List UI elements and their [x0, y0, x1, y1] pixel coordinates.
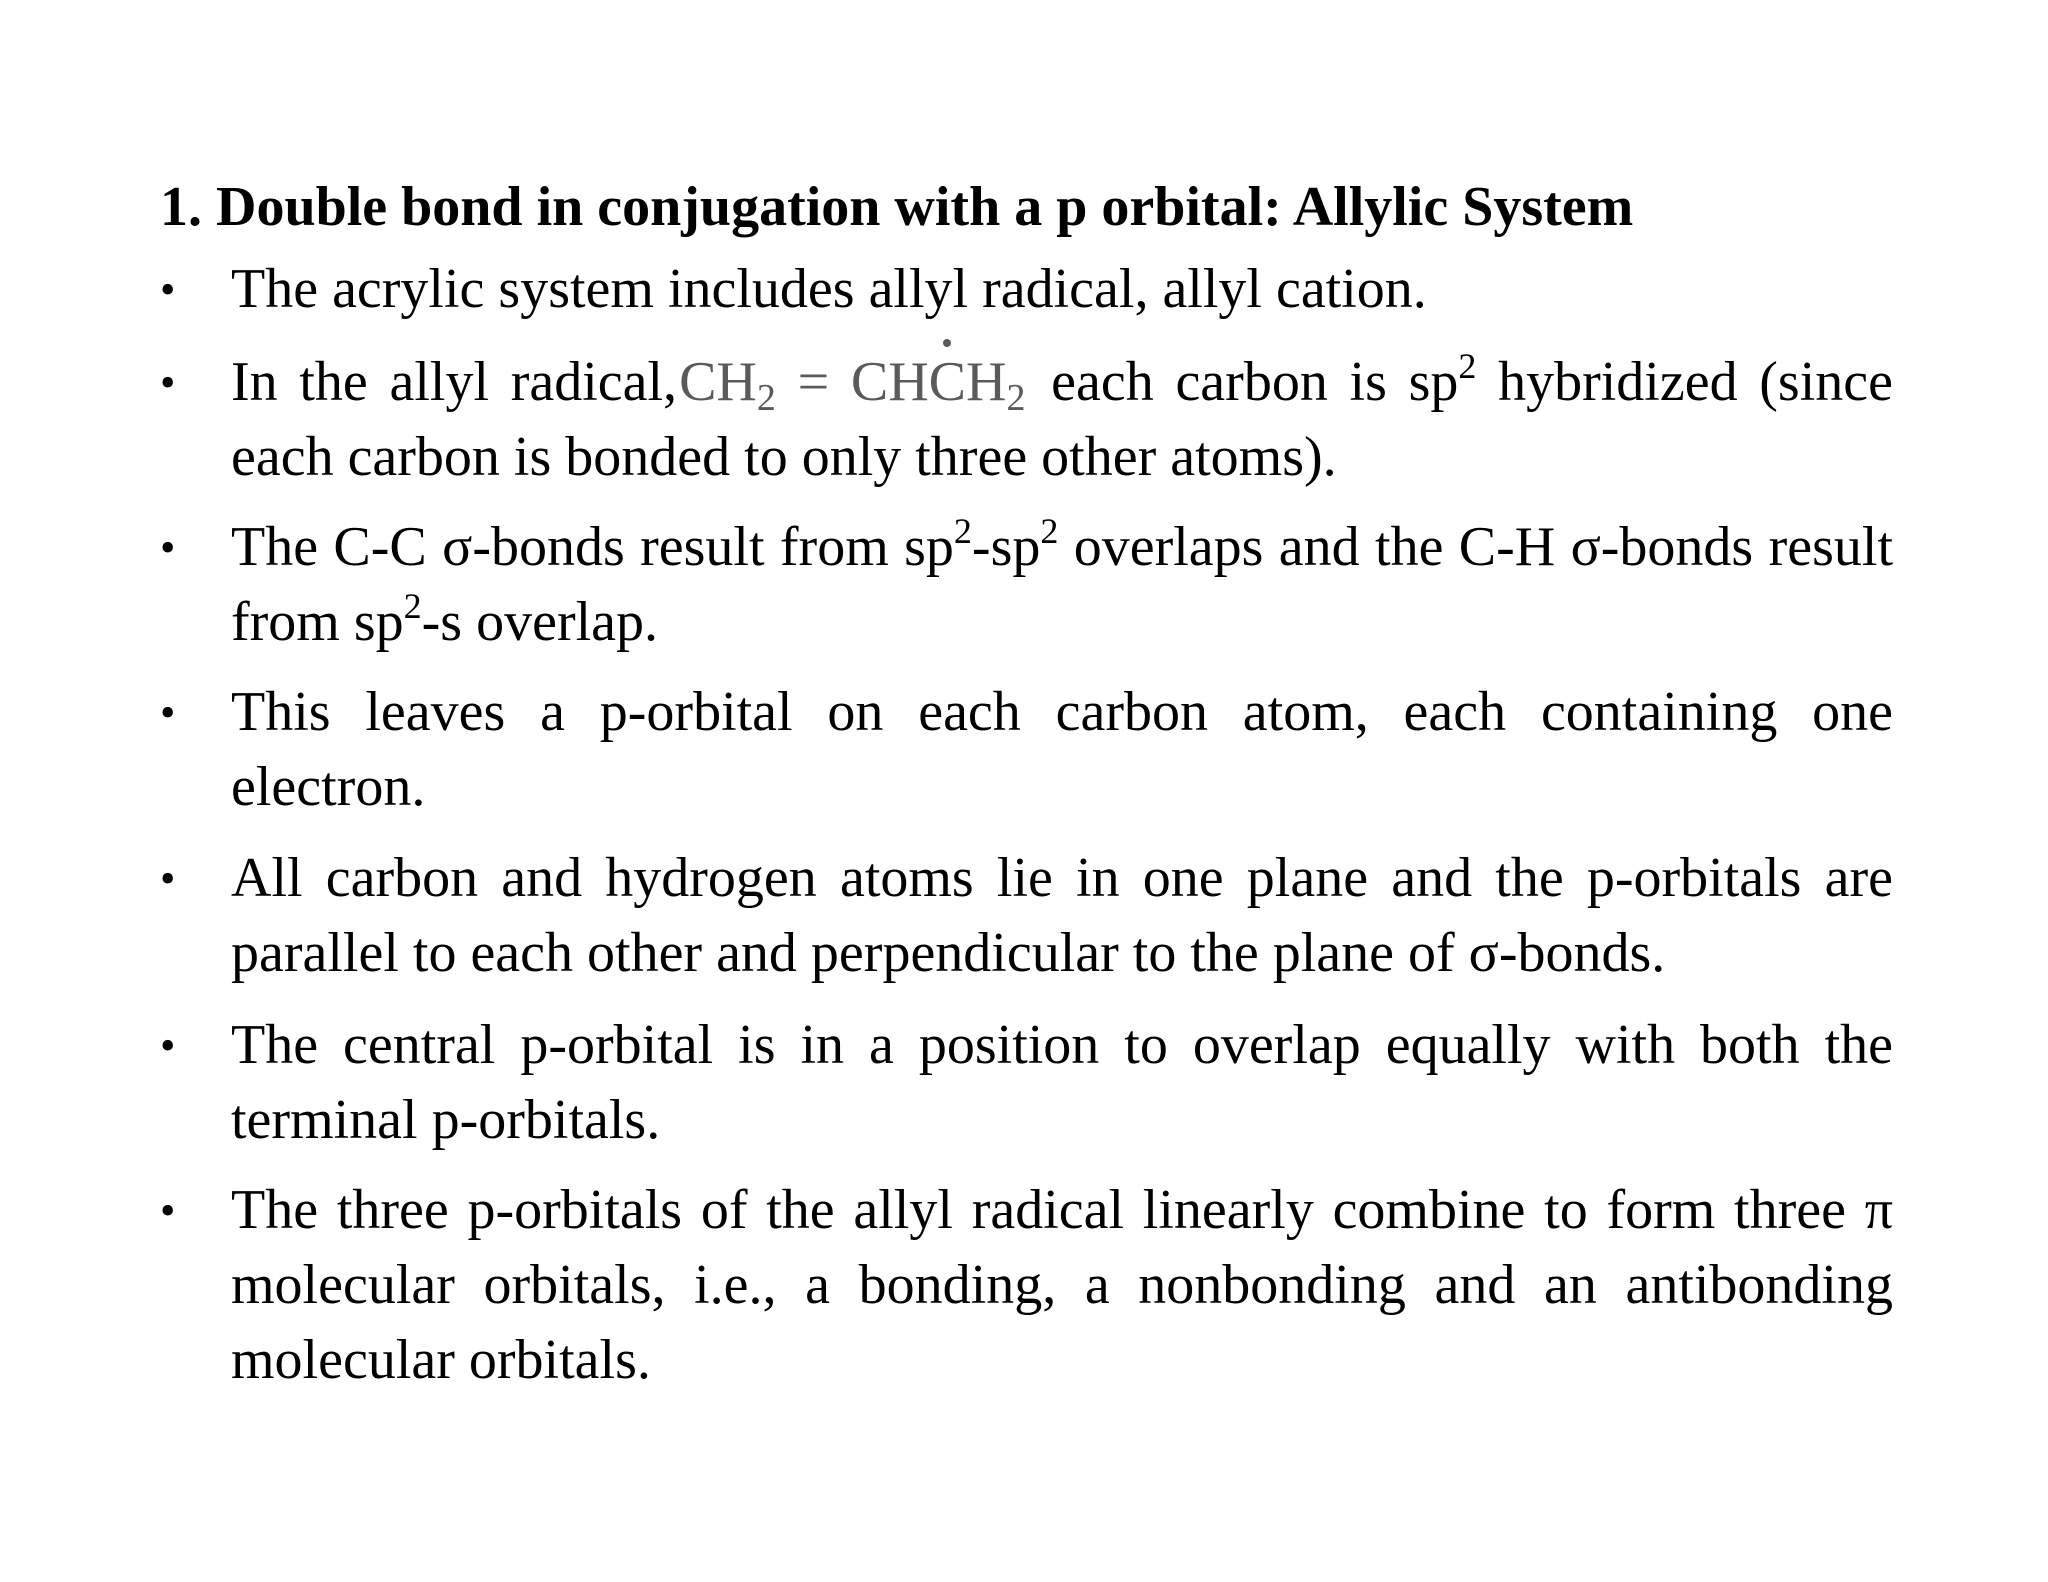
bullet-text-part: The C-C σ-bonds result from sp	[231, 516, 954, 578]
formula-part: CH	[679, 351, 757, 413]
formula-part: C	[928, 351, 967, 413]
bullet-list	[0, 252, 2048, 1398]
bullet-item	[0, 252, 1893, 327]
superscript: 2	[1040, 511, 1059, 551]
bullet-text: The three p-orbitals of the allyl radical linearly combine to form three π molecular orbitals, i.e., a bonding, a nonbonding and an antibonding molecular orbitals.	[231, 1179, 1893, 1391]
bullet-dot: •	[160, 1021, 176, 1070]
bullet-text	[231, 345, 1893, 495]
radical-dot-icon	[943, 339, 951, 347]
bullet-item	[0, 510, 1893, 660]
bullet-item	[0, 1173, 1893, 1398]
bullet-text-part: hybridized (since each carbon is bonded to only three other atoms).	[231, 351, 1893, 488]
slide-heading: 1. Double bond in conjugation with a p orbital: Allylic System	[160, 176, 1634, 238]
bullet-text-part: -s overlap.	[421, 591, 659, 653]
bullet-text-part: -sp	[971, 516, 1041, 578]
formula-part: = CH	[775, 351, 929, 413]
bullet-text: The acrylic system includes allyl radical, allyl cation.	[231, 258, 1427, 320]
bullet-dot: •	[160, 688, 176, 737]
bullet-text: This leaves a p-orbital on each carbon atom, each containing one electron.	[231, 681, 1893, 818]
bullet-text	[231, 510, 1893, 660]
bullet-text-part: In the allyl radical,	[231, 351, 678, 413]
allyl-radical-formula	[677, 351, 1029, 419]
bullet-dot: •	[160, 265, 176, 314]
formula-part: H	[966, 351, 1007, 413]
bullet-dot: •	[160, 358, 176, 407]
bullet-item	[0, 345, 1893, 495]
bullet-text: All carbon and hydrogen atoms lie in one plane and the p-orbitals are parallel to each other and perpendicular to the plane of σ-bonds.	[231, 847, 1893, 984]
bullet-text: The central p-orbital is in a position to overlap equally with both the terminal p-orbitals.	[231, 1014, 1893, 1151]
bullet-item	[0, 1008, 1893, 1158]
formula-subscript: 2	[1006, 377, 1026, 419]
bullet-dot: •	[160, 523, 176, 572]
superscript: 2	[403, 586, 422, 626]
superscript: 2	[953, 511, 972, 551]
bullet-dot: •	[160, 1186, 176, 1235]
formula-subscript: 2	[756, 377, 776, 419]
bullet-text-part: overlaps and the C-H σ-bonds result from sp	[231, 516, 1894, 653]
bullet-dot: •	[160, 854, 176, 903]
bullet-text-part: each carbon is sp	[1029, 351, 1459, 413]
radical-carbon	[929, 345, 966, 420]
bullet-item	[0, 841, 1893, 991]
superscript: 2	[1458, 346, 1477, 386]
bullet-item	[0, 675, 1893, 825]
